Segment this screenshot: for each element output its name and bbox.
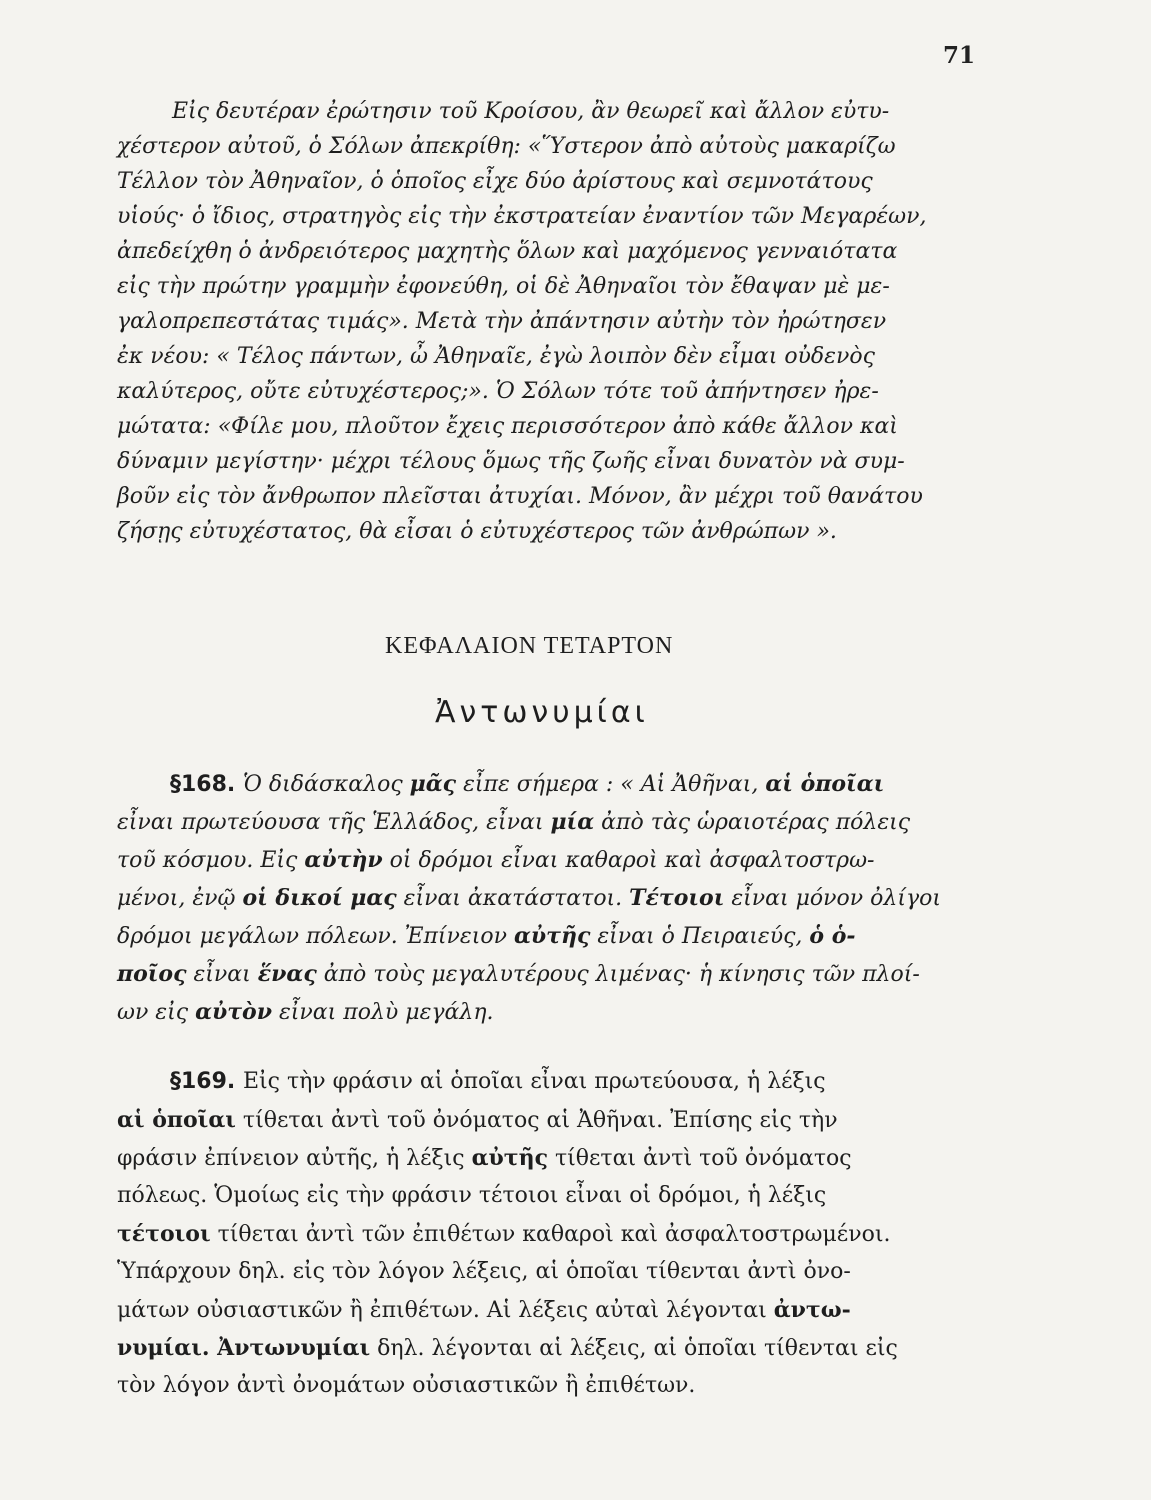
pronoun: ὁ ὁ- [809, 923, 856, 949]
p168-line-7 [117, 995, 494, 1030]
text: τοῦ κόσμου. Εἰς [117, 848, 305, 873]
term: ἀντω- [773, 1297, 851, 1323]
text: Ὑπάρχουν δηλ. εἰς τὸν λόγον λέξεις, αἱ ὁποῖαι τίθενται ἀντὶ ὀνο- [117, 1259, 851, 1284]
text: τὸν λόγον ἀντὶ ὀνομάτων οὐσιαστικῶν ἢ ἐπιθέτων. [117, 1373, 696, 1398]
p1-line-2: χέστερον αὐτοῦ, ὁ Σόλων ἀπεκρίθη: «Ὕστερον ἀπὸ αὐτοὺς μακαρίζω [117, 134, 896, 159]
p169-line-5 [117, 1217, 890, 1252]
text: μένοι, ἐνῷ [117, 886, 243, 911]
p169-line-4 [117, 1179, 826, 1213]
text: οἱ δρόμοι εἶναι καθαροὶ καὶ ἀσφαλτοστρω- [382, 848, 875, 873]
text: δρόμοι μεγάλων πόλεων. Ἐπίνειον [117, 924, 514, 949]
p1-line-10: μώτατα: «Φίλε μου, πλοῦτον ἔχεις περισσότερον ἀπὸ κάθε ἄλλον καὶ [117, 414, 898, 439]
term: τέτοιοι [117, 1221, 211, 1247]
pronoun: μία [550, 809, 595, 835]
text: ἀπὸ τοὺς μεγαλυτέρους λιμένας· ἡ κίνησις τῶν πλοί- [316, 962, 920, 987]
pronoun: μᾶς [409, 771, 457, 797]
p168-line-2 [117, 805, 910, 840]
term: αἱ ὁποῖαι [117, 1107, 236, 1133]
p1-line-7: γαλοπρεπεστάτας τιμάς». Μετὰ τὴν ἀπάντησιν αὐτὴν τὸν ἠρώτησεν [117, 309, 887, 334]
text: τίθεται ἀντὶ τοῦ ὀνόματος [547, 1146, 852, 1171]
p169-line-1 [170, 1065, 826, 1099]
text: εἶναι πολὺ μεγάλη. [272, 1000, 494, 1025]
paragraph-number-168: §168. [170, 772, 243, 797]
text: εἶναι μόνον ὀλίγοι [724, 886, 941, 911]
pronoun: ποῖος [117, 961, 187, 987]
text: εἶναι ἀκατάστατοι. [396, 886, 630, 911]
pronoun: αὐτῆς [513, 923, 591, 949]
p169-line-2 [117, 1103, 838, 1138]
text: μάτων οὐσιαστικῶν ἢ ἐπιθέτων. Αἱ λέξεις αὐταὶ λέγονται [117, 1298, 774, 1323]
p1-line-6: εἰς τὴν πρώτην γραμμὴν ἐφονεύθη, οἱ δὲ Ἀθηναῖοι τὸν ἔθαψαν μὲ με- [117, 274, 890, 299]
p1-line-4: υἱούς· ὁ ἴδιος, στρατηγὸς εἰς τὴν ἐκστρατείαν ἐναντίον τῶν Μεγαρέων, [117, 204, 927, 229]
chapter-title: ΚΕΦΑΛΑΙΟΝ ΤΕΤΑΡΤΟΝ [385, 633, 674, 659]
term: νυμίαι. Ἀντωνυμίαι [117, 1335, 371, 1361]
p1-line-11: δύναμιν μεγίστην· μέχρι τέλους ὅμως τῆς ζωῆς εἶναι δυνατὸν νὰ συμ- [117, 449, 905, 474]
text: δηλ. λέγονται αἱ λέξεις, αἱ ὁποῖαι τίθενται εἰς [370, 1336, 898, 1361]
p169-line-7 [117, 1293, 851, 1328]
p1-line-12: βοῦν εἰς τὸν ἄνθρωπον πλεῖσται ἀτυχίαι. Μόνον, ἂν μέχρι τοῦ θανάτου [117, 484, 923, 509]
p169-line-9 [117, 1369, 695, 1403]
p169-line-3 [117, 1141, 852, 1176]
pronoun: αὐτὸν [195, 999, 272, 1025]
p168-line-5 [117, 919, 856, 954]
p168-line-6 [117, 957, 920, 992]
text: Ὁ διδάσκαλος [242, 772, 410, 797]
p1-line-1: Εἰς δευτέραν ἐρώτησιν τοῦ Κροίσου, ἂν θεωρεῖ καὶ ἄλλον εὐτυ- [172, 99, 890, 124]
text: εἶναι πρωτεύουσα τῆς Ἑλλάδος, εἶναι [117, 810, 551, 835]
p1-line-5: ἀπεδείχθη ὁ ἀνδρειότερος μαχητὴς ὅλων καὶ μαχόμενος γενναιότατα [117, 239, 898, 264]
text: τίθεται ἀντὶ τοῦ ὀνόματος αἱ Ἀθῆναι. Ἐπίσης εἰς τὴν [235, 1108, 838, 1133]
page-number: 71 [943, 42, 976, 69]
p1-line-8: ἐκ νέου: « Τέλος πάντων, ὦ Ἀθηναῖε, ἐγὼ λοιπὸν δὲν εἶμαι οὐδενὸς [117, 344, 875, 369]
pronoun: αἱ ὁποῖαι [765, 771, 885, 797]
text: εἶπε σήμερα : « Αἱ Ἀθῆναι, [456, 772, 766, 797]
p168-line-3 [117, 843, 874, 878]
text: εἶναι [186, 962, 258, 987]
pronoun: ἕνας [257, 961, 317, 987]
pronoun: οἱ δικοί μας [242, 885, 397, 911]
text: ων εἰς [117, 1000, 196, 1025]
text: πόλεως. Ὁμοίως εἰς τὴν φράσιν τέτοιοι εἶναι οἱ δρόμοι, ἡ λέξις [117, 1183, 827, 1208]
term: αὐτῆς [471, 1145, 548, 1171]
p169-line-8 [117, 1331, 898, 1366]
p168-line-4 [117, 881, 941, 916]
paragraph-number-169: §169. [170, 1069, 243, 1094]
p1-line-9: καλύτερος, οὔτε εὐτυχέστερος;». Ὁ Σόλων τότε τοῦ ἀπήντησεν ἠρε- [117, 379, 879, 404]
p168-line-1 [170, 767, 884, 802]
section-title: Ἀντωνυμίαι [435, 695, 649, 730]
text: φράσιν ἐπίνειον αὐτῆς, ἡ λέξις [117, 1146, 472, 1171]
text: ἀπὸ τὰς ὡραιοτέρας πόλεις [594, 810, 911, 835]
text: εἶναι ὁ Πειραιεύς, [590, 924, 810, 949]
p1-line-13: ζήσῃς εὐτυχέστατος, θὰ εἶσαι ὁ εὐτυχέστερος τῶν ἀνθρώπων ». [117, 519, 837, 544]
pronoun: αὐτὴν [304, 847, 383, 873]
p1-line-3: Τέλλον τὸν Ἀθηναῖον, ὁ ὁποῖος εἶχε δύο ἀρίστους καὶ σεμνοτάτους [117, 169, 873, 194]
pronoun: Τέτοιοι [629, 885, 725, 911]
p169-line-6 [117, 1255, 851, 1289]
text: Εἰς τὴν φράσιν αἱ ὁποῖαι εἶναι πρωτεύουσα, ἡ λέξις [242, 1069, 826, 1094]
text: τίθεται ἀντὶ τῶν ἐπιθέτων καθαροὶ καὶ ἀσφαλτοστρωμένοι. [210, 1222, 891, 1247]
